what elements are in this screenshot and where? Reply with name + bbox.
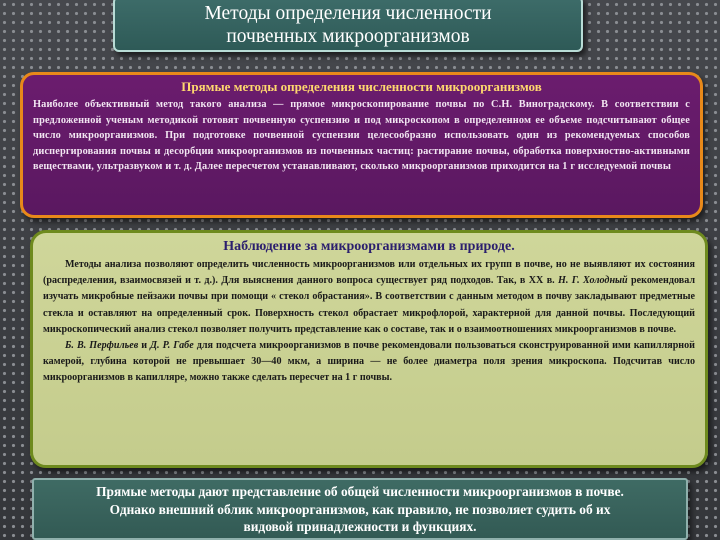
author-perfiliev: Б. В. Перфильев bbox=[65, 340, 139, 352]
observation-p2-text: для подсчета микроорганизмов в почве рекомендовали пользоваться сконструированной ими капиллярной камерой, глубина которой не превышает 30—40 мкм, а ширина — не более диаметра поля зрения микроскопа. Подсчитав число микроорганизмов в капилляре, можно также сделать пересчет на 1 г почвы. bbox=[43, 340, 695, 384]
observation-panel bbox=[30, 230, 708, 468]
conclusion-line-2: Однако внешний облик микроорганизмов, как правило, не позволяет судить об их bbox=[109, 501, 611, 517]
slide-title bbox=[113, 0, 583, 52]
observation-p1-start: Методы анализа позволяют определить численность микроорганизмов или отдельных их групп в почве, но не выявляют их состояния (распределения, взаимосвязей и т. д.). Для выяснения данного вопроса существует ряд подходов. Так, в XX в. bbox=[43, 259, 695, 287]
direct-methods-panel bbox=[20, 72, 703, 218]
author-kholodny: Н. Г. Холодный bbox=[558, 275, 628, 287]
observation-text bbox=[43, 257, 695, 387]
observation-p1-end: рекомендовал изучать микробные пейзажи почвы при помощи « стекол обрастания». В соответствии с данным методом в почву закладывают предметные стекла и оставляют на определенный срок. Поверхность стекол обрастает микрофлорой, характерной для данной почвы. Последующий микроскопический анализ стекол позволяет получить представление как о составе, так и о взаимоотношениях микроорганизмов в почве. bbox=[43, 275, 695, 335]
author-gabe: Д. Р. Габе bbox=[150, 340, 194, 352]
slide-title-line-1: Методы определения численности bbox=[204, 3, 492, 24]
observation-paragraph-2 bbox=[43, 338, 695, 387]
slide-title-line-2: почвенных микроорганизмов bbox=[226, 26, 470, 47]
direct-methods-heading: Прямые методы определения численности микроорганизмов bbox=[181, 79, 542, 94]
observation-paragraph-1 bbox=[43, 257, 695, 338]
observation-heading: Наблюдение за микроорганизмами в природе. bbox=[223, 239, 515, 254]
observation-p2-and: и bbox=[141, 340, 148, 352]
conclusion-box bbox=[32, 478, 688, 540]
conclusion-line-3: видовой принадлежности и функциях. bbox=[243, 519, 477, 534]
conclusion-line-1: Прямые методы дают представление об общей численности микроорганизмов в почве. bbox=[96, 484, 624, 499]
direct-methods-text: Наиболее объективный метод такого анализа — прямое микроскопирование почвы по С.Н. Виноградскому. В соответствии с предложенной ученым методикой готовят почвенную суспензию и под микроскопом в определенном ее объеме подсчитывают общее число микроорганизмов. При подготовке почвенной суспензии целесообразно использовать один из рекомендуемых способов диспергирования почвы и десорбции микроорганизмов из почвенных частиц: растирание почвы, обработка поверхностно-активными веществами, ультразвуком и т. д. Далее пересчетом устанавливают, сколько микроорганизмов приходится на 1 г исследуемой почвы bbox=[33, 99, 690, 173]
